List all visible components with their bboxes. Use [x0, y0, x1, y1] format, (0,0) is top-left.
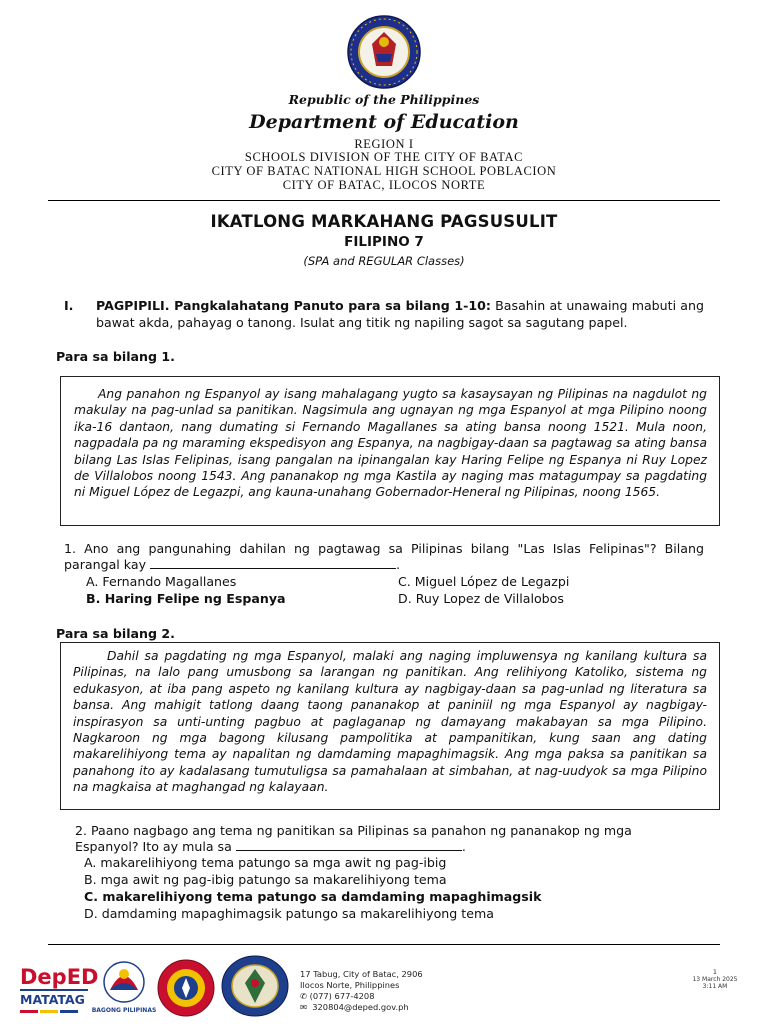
division-seal-logo [156, 958, 216, 1018]
instruction-heading: PAGPIPILI. Pangkalahatang Panuto para sa bilang 1-10: [96, 298, 491, 313]
svg-text:DepED: DepED [20, 965, 99, 989]
page-number: 1 [712, 968, 718, 976]
header-divider [48, 200, 720, 201]
footer-address-1: 17 Tabug, City of Batac, 2906 [300, 969, 423, 979]
print-date: 13 March 2025 [692, 976, 738, 983]
option-1c: C. Miguel López de Legazpi [398, 574, 570, 589]
print-time: 3:11 AM [702, 983, 728, 990]
section-1-label: Para sa bilang 1. [56, 349, 175, 364]
republic-heading: Republic of the Philippines [288, 92, 480, 107]
svg-text:MATATAG: MATATAG [20, 992, 85, 1007]
option-1d: D. Ruy Lopez de Villalobos [398, 591, 564, 606]
division-line: SCHOOLS DIVISION OF THE CITY OF BATAC [244, 150, 524, 164]
question-2: 2. Paano nagbago ang tema ng panitikan sa Pilipinas sa panahon ng pananakop ng mga Espanyol? Ito ay mula sa . [75, 823, 675, 855]
svg-text:BAGONG PILIPINAS: BAGONG PILIPINAS [91, 1007, 157, 1014]
email-icon: ✉ [300, 1002, 307, 1012]
answer-blank-2 [236, 839, 462, 851]
footer-address-2: Ilocos Norte, Philippines [300, 980, 400, 990]
answer-blank-1 [150, 557, 396, 569]
question-1: 1. Ano ang pangunahing dahilan ng pagtawag sa Pilipinas bilang "Las Islas Felipinas"? Bilang parangal kay . [64, 541, 704, 572]
footer-phone: ✆ (077) 677-4208 [300, 991, 375, 1001]
address-line: CITY OF BATAC, ILOCOS NORTE [282, 178, 486, 192]
section-2-label: Para sa bilang 2. [56, 626, 175, 641]
school-seal-logo [220, 955, 290, 1017]
bagong-pilipinas-logo [91, 958, 157, 1016]
question-1-stem: 1. Ano ang pangunahing dahilan ng pagtawag sa Pilipinas bilang "Las Islas Felipinas"? Bilang parangal kay [64, 541, 704, 572]
instruction-text: Basahin at unawaing mabuti ang bawat akda, pahayag o tanong. Isulat ang titik ng napiling sagot sa sagutang papel. [96, 298, 704, 330]
instruction-number: I. [64, 298, 74, 313]
passage-2 [60, 642, 720, 810]
option-1b: B. Haring Felipe ng Espanya [86, 591, 286, 606]
region-line: REGION I [354, 137, 414, 151]
phone-icon: ✆ [300, 991, 307, 1001]
footer-email: ✉ 320804@deped.gov.ph [300, 1002, 409, 1012]
department-heading: Department of Education [249, 111, 519, 133]
option-2b: B. mga awit ng pag-ibig patungo sa makarelihiyong tema [84, 872, 447, 887]
passage-1 [60, 376, 720, 526]
instruction-block [64, 297, 704, 331]
exam-classes: (SPA and REGULAR Classes) [303, 254, 465, 268]
exam-title: IKATLONG MARKAHANG PAGSUSULIT [210, 212, 558, 231]
deped-seal-logo [346, 14, 422, 90]
question-2-line1: 2. Paano nagbago ang tema ng panitikan sa Pilipinas sa panahon ng pananakop ng mga [75, 823, 632, 838]
passage-1-text: Ang panahon ng Espanyol ay isang mahalagang yugto sa kasaysayan ng Pilipinas na nagdulot ng makulay na pag-unlad sa panitikan. Nagsimula ang ugnayan ng mga Espanyol at mga Pilipino noong ika-16 dantaon, nang dumating si Fernando Magallanes sa ating bansa noong 1521. Mula noon, nagpadala pa ng maraming ekspedisyon ang Espanya, na nagbigay-daan sa pagtawag sa ating bansa bilang Las Islas Felipinas, isang pangalan na ipinangalan kay Haring Felipe ng Espanya ni Ruy Lopez de Villalobos noong 1543. Ang pananakop ng mga Kastila ay naging mas matagumpay sa pagdating ni Miguel López de Legazpi, ang kauna-unahang Gobernador-Heneral ng Pilipinas, noong 1565. [74, 387, 707, 500]
option-2a: A. makarelihiyong tema patungo sa mga awit ng pag-ibig [84, 855, 447, 870]
deped-matatag-logo [18, 958, 99, 1016]
exam-subject: FILIPINO 7 [344, 234, 424, 250]
school-line: CITY OF BATAC NATIONAL HIGH SCHOOL POBLACION [211, 164, 557, 178]
footer-divider [48, 944, 720, 945]
option-2c: C. makarelihiyong tema patungo sa damdaming mapaghimagsik [84, 889, 542, 904]
passage-2-text: Dahil sa pagdating ng mga Espanyol, malaki ang naging impluwensya ng kanilang kultura sa Pilipinas, na lalo pang umusbong sa larangan ng panitikan. Ang relihiyong Katoliko, sistema ng edukasyon, at iba pang aspeto ng kanilang kultura ay nagbigay-daan sa pag-unlad ng literatura sa bansa. Ang mahigit tatlong daang taong pananakop at paniniil ng mga Espanyol ay nagbigay-inspirasyon sa unti-unting pagbuo at paglaganap ng damayang makabayan sa mga Pilipino. Nagkaroon ng mga bagong kilusang pampolitika at pampanitikan, kung saan ang dating makarelihiyong tema ay napalitan ng damdaming mapaghimagsik. Ang mga paksa sa panitikan sa panahong ito ay kadalasang tumutuligsa sa pamahalaan at simbahan, at nag-uudyok sa mga Pilipino na magkaisa at maghangad ng kalayaan. [73, 649, 707, 795]
option-2d: D. damdaming mapaghimagsik patungo sa makarelihiyong tema [84, 906, 494, 921]
question-2-line2: Espanyol? Ito ay mula sa [75, 839, 232, 854]
option-1a: A. Fernando Magallanes [86, 574, 237, 589]
